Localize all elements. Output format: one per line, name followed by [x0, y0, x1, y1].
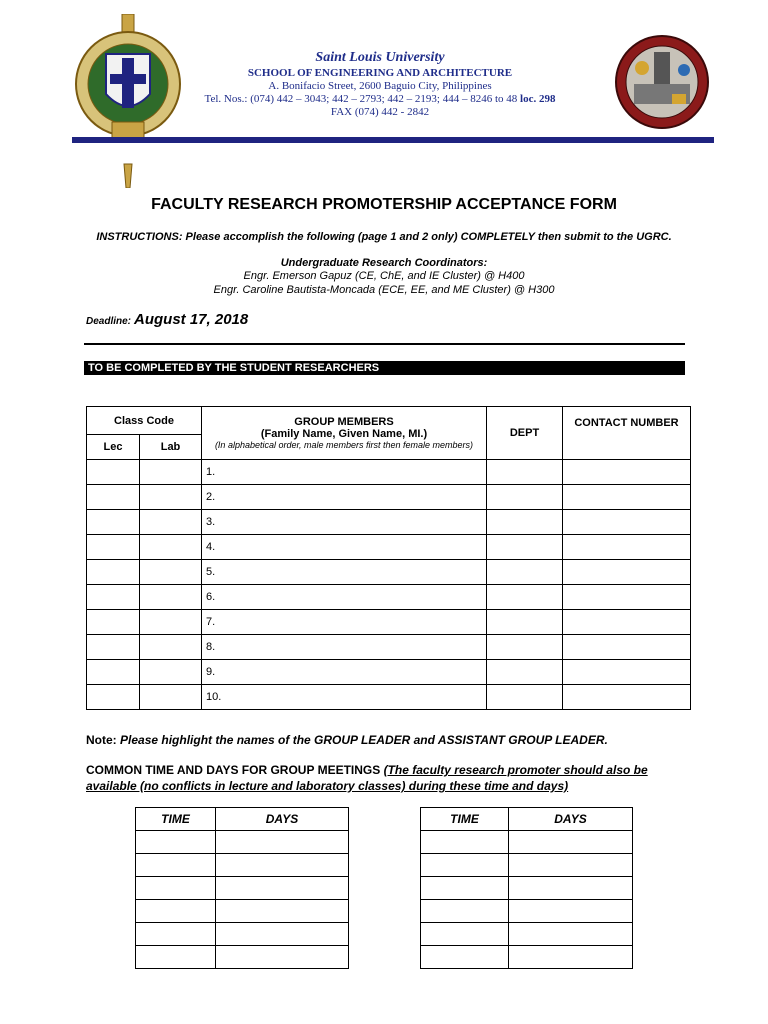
instructions: INSTRUCTIONS: Please accomplish the following (page 1 and 2 only) COMPLETELY then submit to the UGRC. — [96, 231, 672, 243]
contact-cell[interactable] — [563, 585, 691, 610]
time-header: TIME — [421, 808, 509, 831]
dept-cell[interactable] — [487, 460, 563, 485]
coordinators-heading: Undergraduate Research Coordinators: — [280, 257, 488, 269]
lab-cell[interactable] — [140, 635, 202, 660]
contact-cell[interactable] — [563, 635, 691, 660]
lec-cell[interactable] — [87, 685, 140, 710]
dept-cell[interactable] — [487, 610, 563, 635]
schedule-row — [136, 831, 349, 854]
days-cell[interactable] — [509, 877, 633, 900]
note — [86, 733, 608, 747]
coordinator-2: Engr. Caroline Bautista-Moncada (ECE, EE, and ME Cluster) @ H300 — [213, 284, 555, 296]
member-name-cell[interactable]: 8. — [202, 635, 487, 660]
contact-cell[interactable] — [563, 485, 691, 510]
member-name-cell[interactable]: 6. — [202, 585, 487, 610]
schedule-row — [136, 923, 349, 946]
time-cell[interactable] — [421, 831, 509, 854]
time-cell[interactable] — [136, 831, 216, 854]
member-name-cell[interactable]: 10. — [202, 685, 487, 710]
note-label: Note: — [86, 733, 117, 747]
days-cell[interactable] — [509, 831, 633, 854]
days-cell[interactable] — [216, 900, 349, 923]
days-cell[interactable] — [509, 900, 633, 923]
tel-local: loc. 298 — [520, 93, 556, 105]
time-cell[interactable] — [136, 877, 216, 900]
schedule-row — [421, 923, 633, 946]
class-code-header: Class Code — [87, 407, 202, 435]
lab-cell[interactable] — [140, 585, 202, 610]
group-members-note: (In alphabetical order, male members first then female members) — [214, 440, 474, 450]
days-cell[interactable] — [216, 854, 349, 877]
school-name: SCHOOL OF ENGINEERING AND ARCHITECTURE — [247, 67, 513, 79]
member-row — [87, 560, 691, 585]
schedule-row — [421, 877, 633, 900]
engineering-seal-logo — [612, 34, 712, 130]
university-seal-logo — [72, 14, 184, 188]
note-text: Please highlight the names of the GROUP LEADER and ASSISTANT GROUP LEADER. — [120, 733, 608, 747]
lec-cell[interactable] — [87, 610, 140, 635]
lab-cell[interactable] — [140, 685, 202, 710]
days-cell[interactable] — [509, 946, 633, 969]
common-time-instructions — [86, 762, 686, 794]
time-cell[interactable] — [421, 877, 509, 900]
lec-cell[interactable] — [87, 510, 140, 535]
days-cell[interactable] — [216, 946, 349, 969]
header-divider — [72, 137, 714, 143]
dept-cell[interactable] — [487, 635, 563, 660]
common-time-label: COMMON TIME AND DAYS FOR GROUP MEETINGS — [86, 763, 381, 777]
schedule-row — [136, 854, 349, 877]
lab-cell[interactable] — [140, 610, 202, 635]
deadline-value: August 17, 2018 — [134, 311, 249, 328]
dept-cell[interactable] — [487, 560, 563, 585]
lab-cell[interactable] — [140, 510, 202, 535]
member-name-cell[interactable]: 5. — [202, 560, 487, 585]
schedule-row — [421, 946, 633, 969]
contact-cell[interactable] — [563, 535, 691, 560]
telephone-numbers — [180, 93, 580, 106]
time-cell[interactable] — [136, 923, 216, 946]
lec-cell[interactable] — [87, 485, 140, 510]
schedule-row — [136, 900, 349, 923]
coordinator-1: Engr. Emerson Gapuz (CE, ChE, and IE Cluster) @ H400 — [243, 270, 525, 282]
dept-header: DEPT — [487, 407, 563, 460]
time-header: TIME — [136, 808, 216, 831]
member-row — [87, 535, 691, 560]
schedule-row — [136, 877, 349, 900]
member-row — [87, 685, 691, 710]
lec-cell[interactable] — [87, 535, 140, 560]
letterhead — [180, 50, 580, 119]
lab-cell[interactable] — [140, 485, 202, 510]
lec-cell[interactable] — [87, 635, 140, 660]
member-row — [87, 460, 691, 485]
days-cell[interactable] — [509, 923, 633, 946]
common-time-text: (The faculty research promoter should also be available (no conflicts in lecture and laboratory classes) during these time and days) — [86, 763, 648, 793]
form-title: FACULTY RESEARCH PROMOTERSHIP ACCEPTANCE FORM — [151, 196, 617, 213]
group-members-header — [202, 407, 487, 460]
school-address: A. Bonifacio Street, 2600 Baguio City, Philippines — [268, 80, 492, 92]
lec-cell[interactable] — [87, 560, 140, 585]
deadline — [86, 311, 248, 329]
member-row — [87, 635, 691, 660]
time-cell[interactable] — [136, 900, 216, 923]
section-title: TO BE COMPLETED BY THE STUDENT RESEARCHERS — [84, 361, 685, 375]
group-members-title: GROUP MEMBERS — [294, 416, 394, 428]
days-cell[interactable] — [509, 854, 633, 877]
schedule-row — [421, 900, 633, 923]
days-cell[interactable] — [216, 877, 349, 900]
member-row — [87, 485, 691, 510]
university-name: Saint Louis University — [315, 50, 445, 65]
time-cell[interactable] — [421, 854, 509, 877]
dept-cell[interactable] — [487, 535, 563, 560]
lab-cell[interactable] — [140, 660, 202, 685]
schedule-row — [136, 946, 349, 969]
time-cell[interactable] — [136, 854, 216, 877]
lec-cell[interactable] — [87, 585, 140, 610]
dept-cell[interactable] — [487, 510, 563, 535]
time-cell[interactable] — [421, 946, 509, 969]
member-name-cell[interactable]: 9. — [202, 660, 487, 685]
contact-cell[interactable] — [563, 510, 691, 535]
lec-header: Lec — [87, 435, 140, 460]
tel-numbers: Tel. Nos.: (074) 442 – 3043; 442 – 2793; 442 – 2193; 444 – 8246 to 48 — [204, 93, 518, 105]
contact-cell[interactable] — [563, 685, 691, 710]
days-cell[interactable] — [216, 831, 349, 854]
contact-cell[interactable] — [563, 660, 691, 685]
time-cell[interactable] — [421, 923, 509, 946]
lab-header: Lab — [140, 435, 202, 460]
member-name-cell[interactable]: 3. — [202, 510, 487, 535]
member-row — [87, 660, 691, 685]
schedule-row — [421, 854, 633, 877]
days-cell[interactable] — [216, 923, 349, 946]
contact-cell[interactable] — [563, 460, 691, 485]
member-row — [87, 585, 691, 610]
contact-cell[interactable] — [563, 610, 691, 635]
days-header: DAYS — [216, 808, 349, 831]
fax-number: FAX (074) 442 - 2842 — [330, 106, 430, 118]
schedule-table-left — [135, 807, 349, 969]
deadline-label: Deadline: — [86, 316, 132, 327]
contact-number-header: CONTACT NUMBER — [563, 407, 691, 460]
lab-cell[interactable] — [140, 535, 202, 560]
member-name-cell[interactable]: 7. — [202, 610, 487, 635]
divider-line — [84, 343, 685, 345]
member-row — [87, 510, 691, 535]
lab-cell[interactable] — [140, 460, 202, 485]
member-name-cell[interactable]: 2. — [202, 485, 487, 510]
group-members-format: (Family Name, Given Name, MI.) — [260, 428, 428, 440]
schedule-row — [421, 831, 633, 854]
member-row — [87, 610, 691, 635]
lec-cell[interactable] — [87, 660, 140, 685]
schedule-table-right — [420, 807, 633, 969]
dept-cell[interactable] — [487, 685, 563, 710]
member-name-cell[interactable]: 4. — [202, 535, 487, 560]
dept-cell[interactable] — [487, 585, 563, 610]
member-name-cell[interactable]: 1. — [202, 460, 487, 485]
time-cell[interactable] — [136, 946, 216, 969]
group-members-table — [86, 406, 691, 710]
contact-cell[interactable] — [563, 560, 691, 585]
days-header: DAYS — [509, 808, 633, 831]
dept-cell[interactable] — [487, 660, 563, 685]
lec-cell[interactable] — [87, 460, 140, 485]
time-cell[interactable] — [421, 900, 509, 923]
dept-cell[interactable] — [487, 485, 563, 510]
lab-cell[interactable] — [140, 560, 202, 585]
